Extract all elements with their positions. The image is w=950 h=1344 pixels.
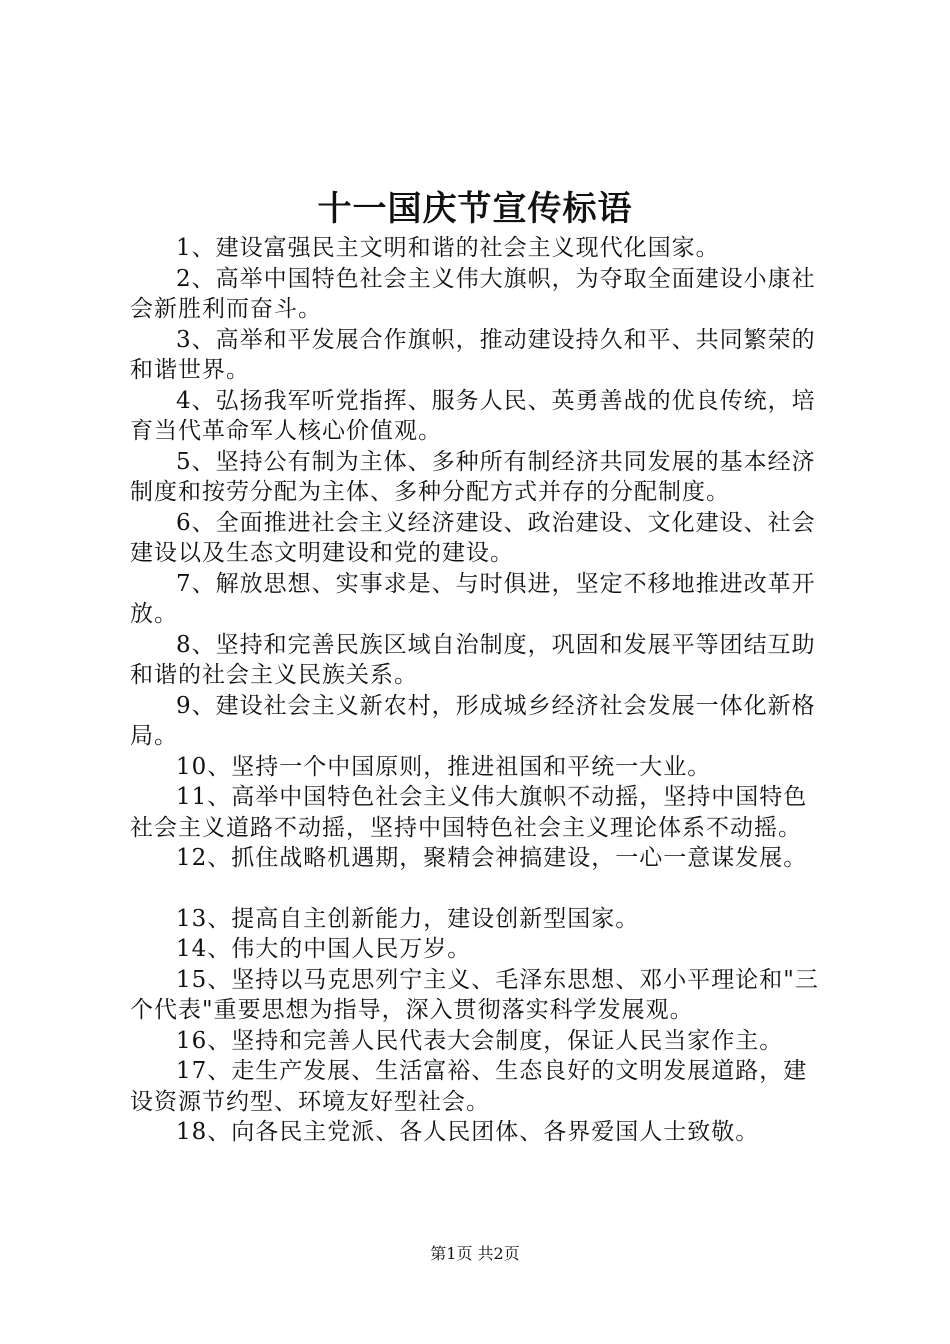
slogan-item: 18、向各民主党派、各人民团体、各界爱国人士致敬。 — [176, 1119, 760, 1145]
slogan-item: 6、全面推进社会主义经济建设、政治建设、文化建设、社会建设以及生态文明建设和党的建设。 — [130, 509, 816, 566]
slogan-item: 10、坚持一个中国原则，推进祖国和平统一大业。 — [176, 753, 712, 780]
page-footer: 第1页 共2页 — [430, 1244, 520, 1263]
slogan-item: 1、建设富强民主文明和谐的社会主义现代化国家。 — [176, 235, 720, 261]
slogan-item: 2、高举中国特色社会主义伟大旗帜，为夺取全面建设小康社会新胜利而奋斗。 — [130, 265, 816, 322]
slogan-item: 3、高举和平发展合作旗帜，推动建设持久和平、共同繁荣的和谐世界。 — [130, 326, 816, 383]
slogan-item: 12、抓住战略机遇期，聚精会神搞建设，一心一意谋发展。 — [176, 845, 808, 871]
slogan-item: 4、弘扬我军听党指挥、服务人民、英勇善战的优良传统，培育当代革命军人核心价值观。 — [130, 387, 816, 444]
slogan-item: 8、坚持和完善民族区域自治制度，巩固和发展平等团结互助和谐的社会主义民族关系。 — [130, 631, 816, 688]
slogan-item: 16、坚持和完善人民代表大会制度，保证人民当家作主。 — [176, 1027, 784, 1054]
slogan-item: 14、伟大的中国人民万岁。 — [176, 936, 472, 962]
slogan-item: 15、坚持以马克思列宁主义、毛泽东思想、邓小平理论和"三个代表"重要思想为指导，深入贯彻落实科学发展观。 — [130, 966, 819, 1023]
slogan-list — [130, 233, 830, 1148]
document-title: 十一国庆节宣传标语 — [317, 189, 633, 229]
slogan-item: 7、解放思想、实事求是、与时俱进，坚定不移地推进改革开放。 — [130, 570, 816, 627]
slogan-item: 9、建设社会主义新农村，形成城乡经济社会发展一体化新格局。 — [130, 692, 816, 749]
slogan-item: 17、走生产发展、生活富裕、生态良好的文明发展道路，建设资源节约型、环境友好型社会。 — [130, 1058, 808, 1115]
slogan-item: 11、高举中国特色社会主义伟大旗帜不动摇，坚持中国特色社会主义道路不动摇，坚持中国特色社会主义理论体系不动摇。 — [130, 784, 808, 841]
slogan-item: 13、提高自主创新能力，建设创新型国家。 — [176, 905, 640, 932]
slogan-item: 5、坚持公有制为主体、多种所有制经济共同发展的基本经济制度和按劳分配为主体、多种分配方式并存的分配制度。 — [130, 448, 816, 505]
